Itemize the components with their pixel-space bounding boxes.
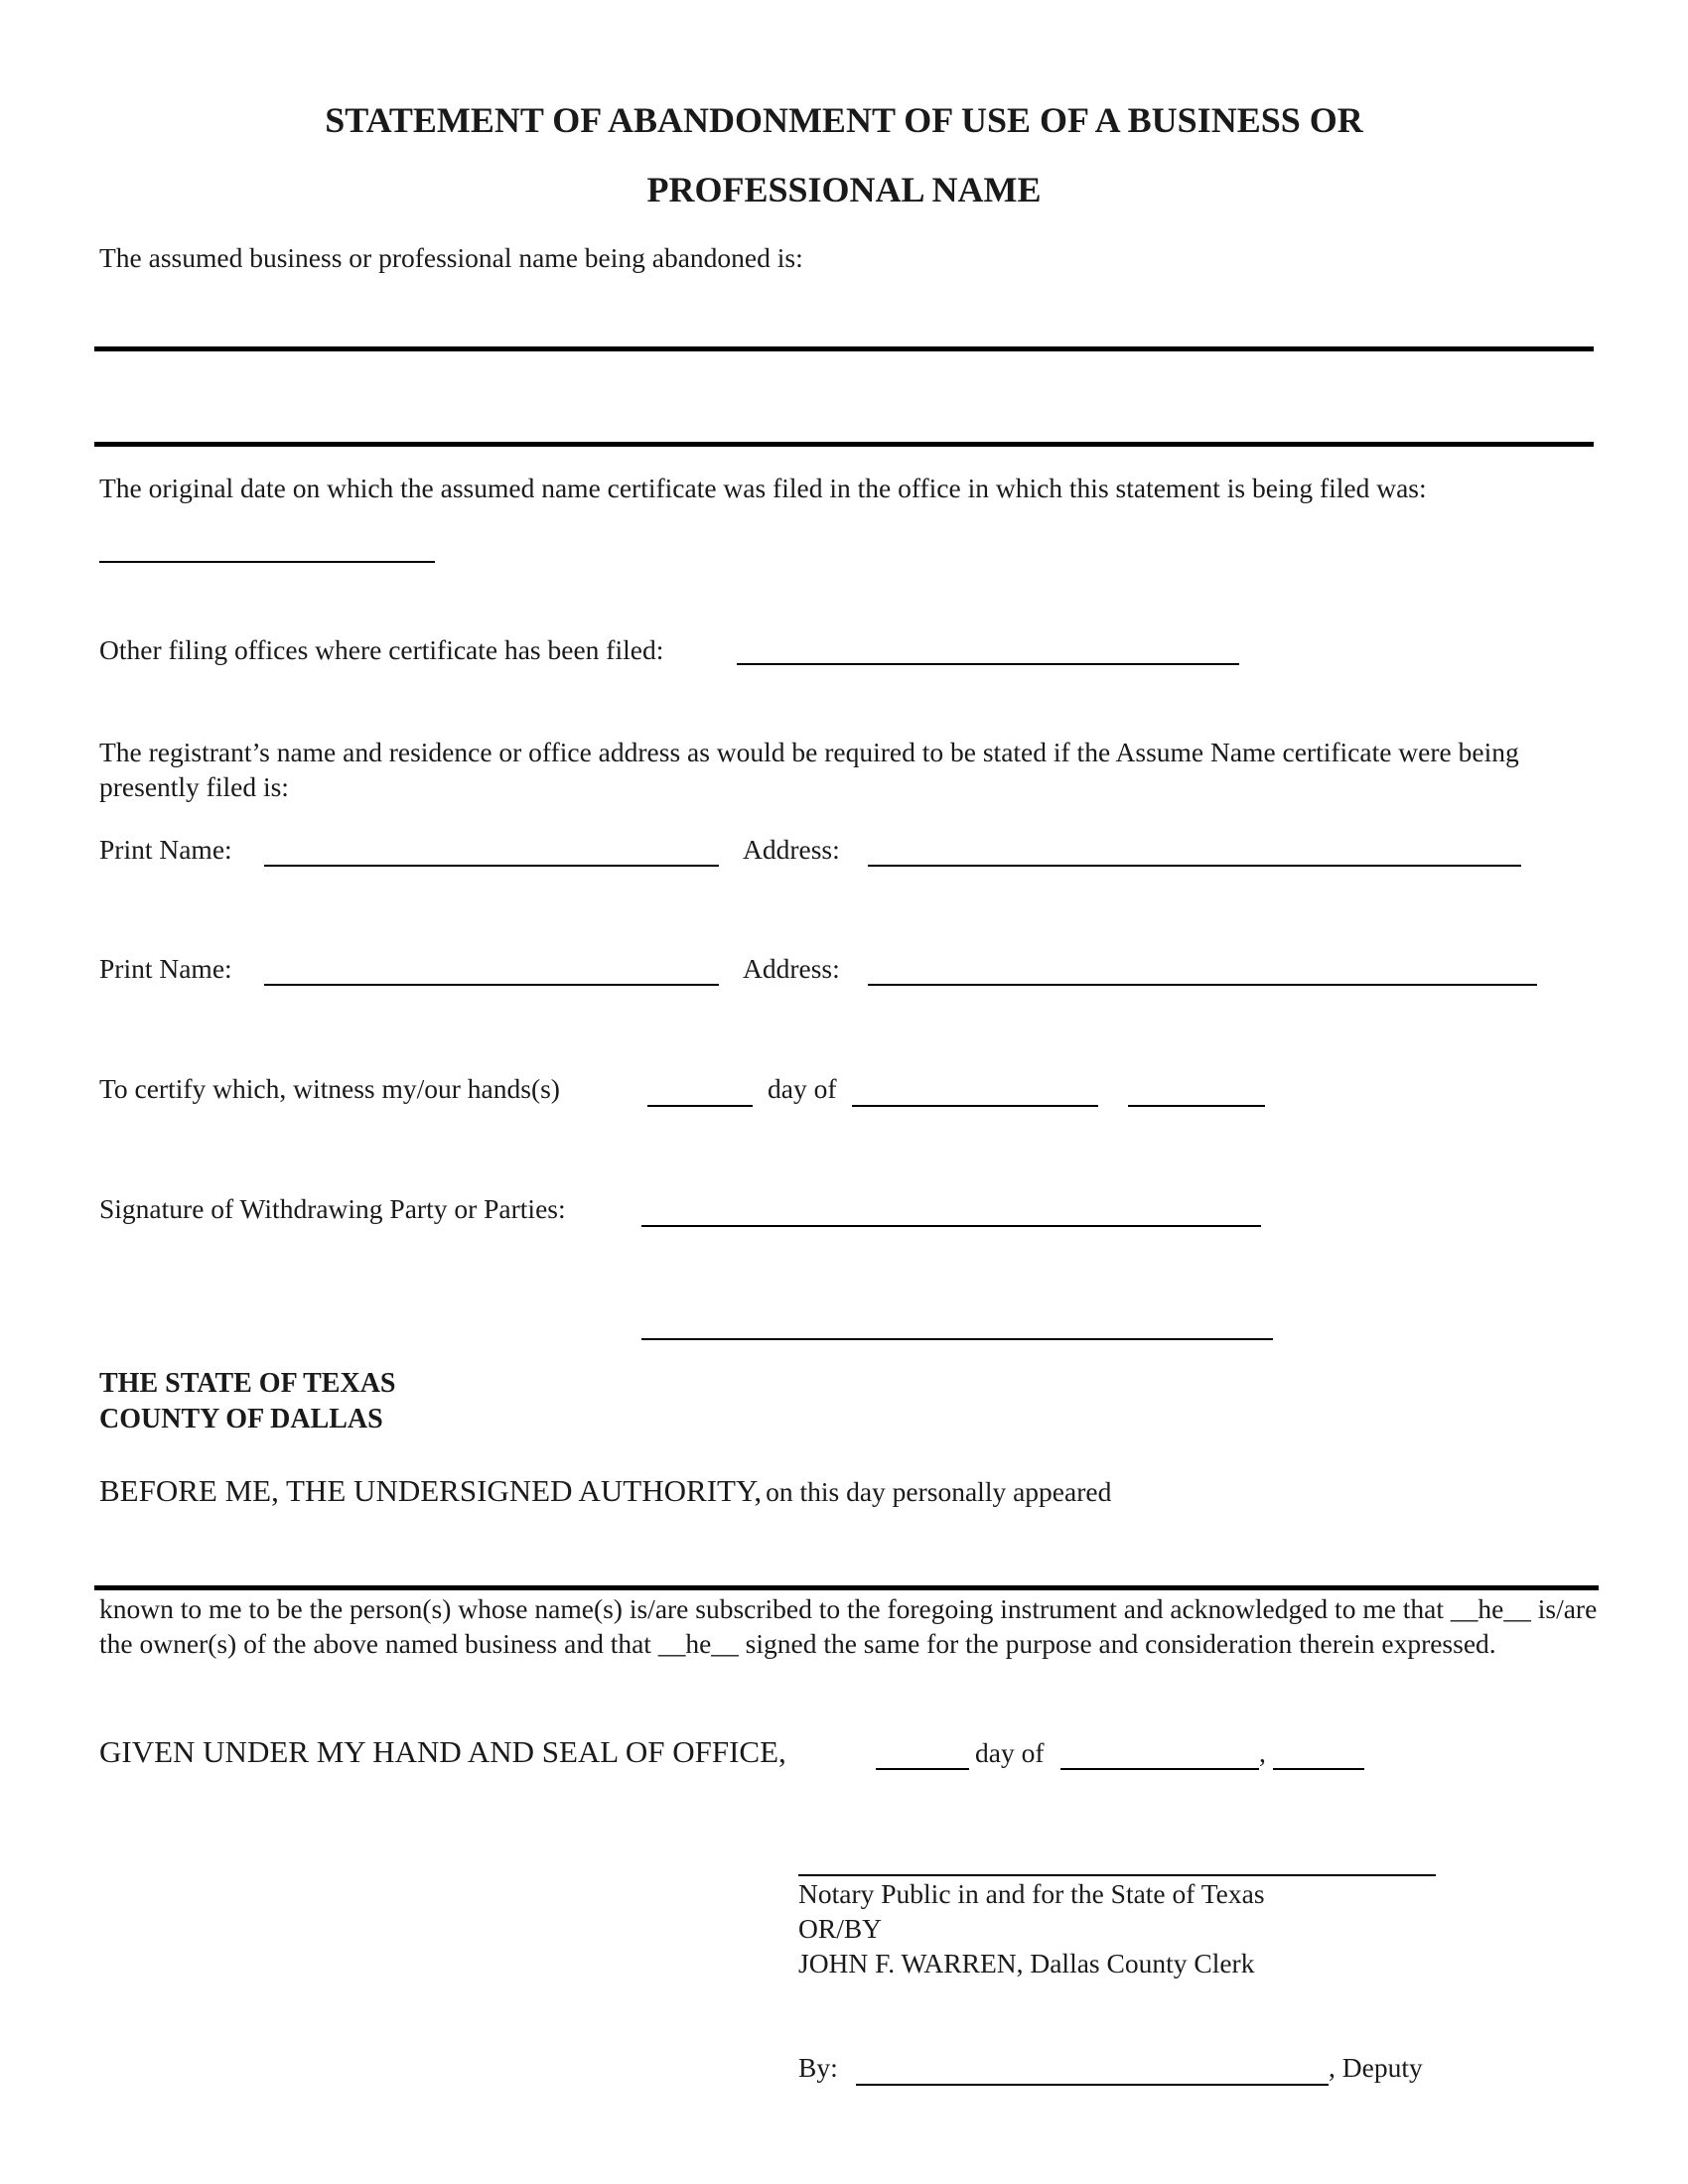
known-paragraph: known to me to be the person(s) whose name(s) is/are subscribed to the foregoing instrument and acknowledged to me that __he__ is/are the owner(s) of the above named business and that __he__ signed the same for the purpose and consideration therein expressed.	[99, 1593, 1598, 1659]
before-me-caps: BEFORE ME, THE UNDERSIGNED AUTHORITY,	[99, 1473, 763, 1508]
print-name-label-1: Print Name:	[99, 834, 232, 865]
or-by-line: OR/BY	[798, 1913, 883, 1944]
given-comma: ,	[1259, 1737, 1266, 1768]
name-abandoned-label: The assumed business or professional name being abandoned is:	[99, 242, 803, 273]
signature-blank-2[interactable]	[641, 1338, 1273, 1340]
certify-day-blank[interactable]	[647, 1105, 753, 1107]
clerk-line: JOHN F. WARREN, Dallas County Clerk	[798, 1948, 1255, 1979]
certify-day-of-label: day of	[768, 1073, 837, 1104]
print-name-blank-2[interactable]	[264, 984, 719, 986]
registrant-paragraph: The registrant’s name and residence or office address as would be required to be stated if the Assume Name certificate were being presently filed is:	[99, 737, 1519, 802]
deputy-signature-blank[interactable]	[856, 2084, 1329, 2086]
before-me-line	[99, 1473, 1111, 1509]
appeared-name-line[interactable]	[94, 1585, 1599, 1590]
other-offices-blank[interactable]	[737, 663, 1239, 665]
state-line: THE STATE OF TEXAS	[99, 1368, 396, 1399]
original-date-blank[interactable]	[99, 561, 435, 563]
name-abandoned-line-1[interactable]	[94, 346, 1594, 351]
document-title-line-2: PROFESSIONAL NAME	[646, 170, 1042, 209]
county-line: COUNTY OF DALLAS	[99, 1404, 383, 1434]
certify-month-blank[interactable]	[852, 1105, 1098, 1107]
address-blank-1[interactable]	[868, 865, 1521, 867]
given-year-blank[interactable]	[1273, 1768, 1364, 1770]
original-date-label: The original date on which the assumed name certificate was filed in the office in which this statement is being filed was:	[99, 473, 1427, 503]
given-under-label: GIVEN UNDER MY HAND AND SEAL OF OFFICE,	[99, 1734, 786, 1769]
document-title-line-1: STATEMENT OF ABANDONMENT OF USE OF A BUSINESS OR	[325, 100, 1363, 140]
address-label-2: Address:	[743, 953, 840, 984]
deputy-label: , Deputy	[1329, 2052, 1423, 2083]
notary-line: Notary Public in and for the State of Texas	[798, 1878, 1265, 1909]
before-me-rest: on this day personally appeared	[766, 1476, 1112, 1507]
certify-label: To certify which, witness my/our hands(s)	[99, 1073, 560, 1104]
print-name-label-2: Print Name:	[99, 953, 232, 984]
given-day-blank[interactable]	[876, 1768, 969, 1770]
other-offices-label: Other filing offices where certificate has been filed:	[99, 634, 664, 665]
signature-label: Signature of Withdrawing Party or Parties:	[99, 1193, 566, 1224]
notary-signature-blank[interactable]	[798, 1874, 1436, 1876]
address-blank-2[interactable]	[868, 984, 1537, 986]
given-month-blank[interactable]	[1060, 1768, 1259, 1770]
address-label-1: Address:	[743, 834, 840, 865]
name-abandoned-line-2[interactable]	[94, 442, 1594, 447]
certify-year-blank[interactable]	[1128, 1105, 1265, 1107]
given-day-of-label: day of	[975, 1737, 1045, 1768]
print-name-blank-1[interactable]	[264, 865, 719, 867]
by-label: By:	[798, 2052, 838, 2083]
signature-blank-1[interactable]	[641, 1225, 1261, 1227]
